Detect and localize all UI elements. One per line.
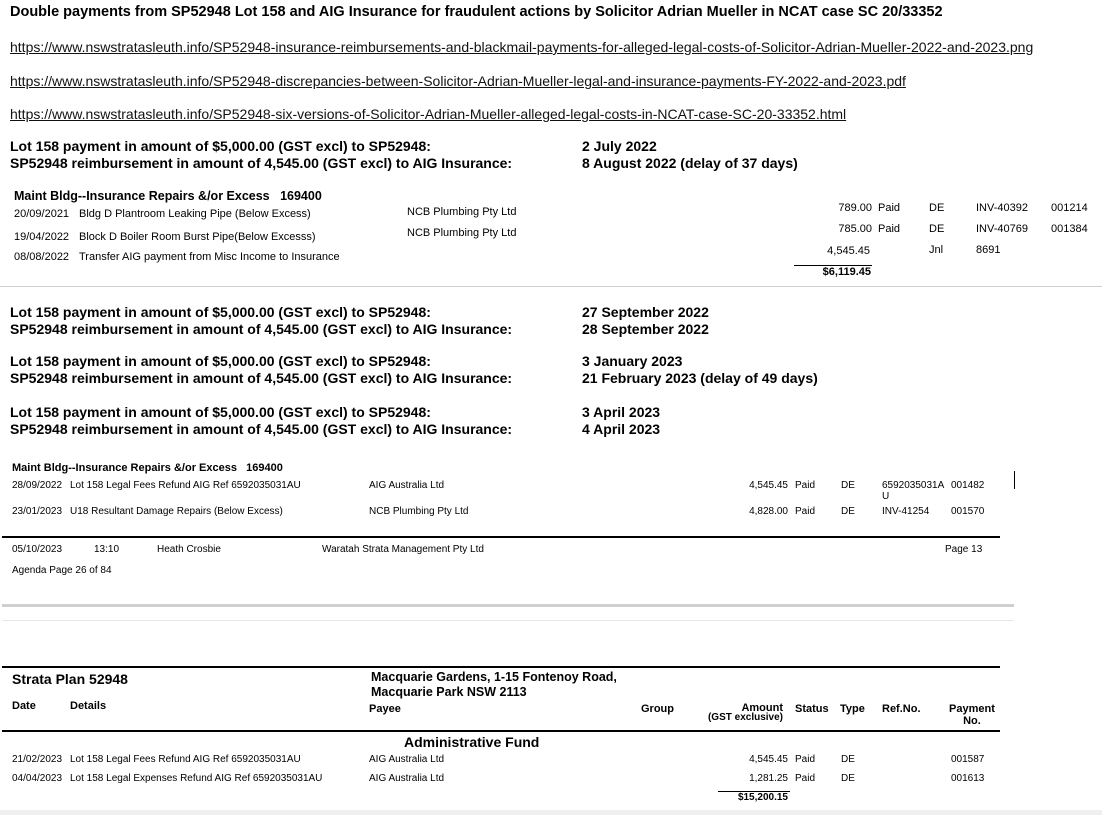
report-row1-date: 21/02/2023 [12, 754, 63, 765]
ledger1-row1-payee: NCB Plumbing Pty Ltd [407, 206, 517, 218]
footer-company: Waratah Strata Management Pty Ltd [322, 544, 484, 555]
report-row2-date: 04/04/2023 [12, 773, 63, 784]
footer-page: Page 13 [945, 544, 983, 555]
payment-date: 21 February 2023 (delay of 49 days) [582, 370, 818, 386]
col-details: Details [70, 700, 107, 712]
ledger2-row1-date: 28/09/2022 [12, 480, 63, 491]
payment-dates-3 [582, 353, 818, 387]
report-row1-type: DE [841, 754, 855, 765]
payment-block-2 [10, 304, 512, 338]
ledger2-row2-details: U18 Resultant Damage Repairs (Below Excess) [70, 506, 283, 517]
ledger1-row2-date: 19/04/2022 [14, 231, 70, 243]
ledger1-row1-status: Paid [878, 202, 901, 214]
col-date: Date [12, 700, 36, 712]
col-amount: Amount (GST exclusive) [707, 702, 783, 723]
ledger2-row2-ref: INV-41254 [882, 506, 930, 517]
report-row1-details: Lot 158 Legal Fees Refund AIG Ref 6592035031AU [70, 754, 301, 765]
page-title: Double payments from SP52948 Lot 158 and AIG Insurance for fraudulent actions by Solicitor Adrian Mueller in NCAT case SC 20/33352 [10, 4, 943, 20]
col-status: Status [795, 703, 829, 715]
strata-plan: Strata Plan 52948 [12, 671, 128, 687]
ledger1-row3-date: 08/08/2022 [14, 251, 70, 263]
ledger2-row1-ref: 6592035031A [882, 480, 945, 491]
ledger1-row3-amount: 4,545.45 [827, 245, 870, 257]
ledger2-header: Maint Bldg--Insurance Repairs &/or Excess 169400 [12, 462, 283, 474]
ledger2-row1-details: Lot 158 Legal Fees Refund AIG Ref 6592035031AU [70, 480, 301, 491]
ledger2-row1-payee: AIG Australia Ltd [369, 480, 445, 491]
ledger1-row1-amount: 789.00 [838, 202, 872, 214]
report-row2-payee: AIG Australia Ltd [369, 773, 445, 784]
report-header-rule [2, 730, 1000, 732]
ledger2-row1-amount: 4,545.45 [749, 480, 788, 491]
payment-line: SP52948 reimbursement in amount of 4,545.00 (GST excl) to AIG Insurance: [10, 155, 513, 171]
ledger1-row1-date: 20/09/2021 [14, 208, 70, 220]
page-break [2, 604, 1014, 607]
footer-time: 13:10 [94, 544, 120, 555]
link-six-versions[interactable]: https://www.nswstratasleuth.info/SP52948-six-versions-of-Solicitor-Adrian-Mueller-alleged-legal-costs-in-NCAT-case-SC-20-33352.html [10, 106, 847, 122]
payment-date: 27 September 2022 [582, 304, 709, 320]
col-type: Type [840, 703, 865, 715]
footer-agenda: Agenda Page 26 of 84 [12, 565, 112, 576]
report-row2-amount: 1,281.25 [749, 773, 788, 784]
page-break-light [2, 620, 1014, 621]
ledger1-row3-ref: 8691 [976, 244, 1001, 256]
ledger1-row1-payment: 001214 [1051, 202, 1088, 214]
report-row2-details: Lot 158 Legal Expenses Refund AIG Ref 6592035031AU [70, 773, 323, 784]
ledger1-row2-details: Block D Boiler Room Burst Pipe(Below Excesss) [79, 231, 316, 243]
divider [0, 286, 1102, 287]
ledger1-row2-amount: 785.00 [838, 223, 872, 235]
address [371, 670, 617, 700]
ledger1-row1-type: DE [929, 202, 945, 214]
footer-date: 05/10/2023 [12, 544, 63, 555]
payment-block-3 [10, 353, 512, 387]
ledger2-row2-payment: 001570 [951, 506, 985, 517]
payment-line: Lot 158 payment in amount of $5,000.00 (GST excl) to SP52948: [10, 304, 431, 320]
ledger2-row2-type: DE [841, 506, 855, 517]
col-payee: Payee [369, 703, 401, 715]
payment-date: 4 April 2023 [582, 421, 661, 437]
payment-date: 2 July 2022 [582, 138, 657, 154]
ledger2-row1-ref2: U [882, 491, 890, 502]
ledger2-row1-payment: 001482 [951, 480, 985, 491]
ledger1-row3-details: Transfer AIG payment from Misc Income to Insurance [79, 251, 340, 263]
payment-block-4 [10, 404, 512, 438]
ledger1-row2-payment: 001384 [1051, 223, 1088, 235]
payment-line: SP52948 reimbursement in amount of 4,545.00 (GST excl) to AIG Insurance: [10, 421, 513, 437]
address-line-2: Macquarie Park NSW 2113 [371, 685, 527, 699]
report-total: $15,200.15 [737, 792, 788, 803]
ledger1-row2-payee: NCB Plumbing Pty Ltd [407, 227, 517, 239]
report-top-rule [2, 666, 1000, 668]
payment-date: 3 April 2023 [582, 404, 661, 420]
report-row2-type: DE [841, 773, 855, 784]
ledger2-row1-type: DE [841, 480, 855, 491]
col-payment: Payment No. [949, 703, 995, 727]
report-row1-amount: 4,545.45 [749, 754, 788, 765]
payment-date: 28 September 2022 [582, 321, 709, 337]
bottom-edge [0, 810, 1102, 815]
payment-line: SP52948 reimbursement in amount of 4,545.00 (GST excl) to AIG Insurance: [10, 370, 513, 386]
ledger2-row2-status: Paid [795, 506, 816, 517]
report-row2-payment: 001613 [951, 773, 985, 784]
payment-line: Lot 158 payment in amount of $5,000.00 (GST excl) to SP52948: [10, 404, 431, 420]
payment-dates-4 [582, 404, 660, 438]
text-cursor [1014, 471, 1015, 489]
payment-date: 3 January 2023 [582, 353, 683, 369]
ledger1-header: Maint Bldg--Insurance Repairs &/or Excess 169400 [14, 189, 322, 203]
ledger1-total: $6,119.45 [822, 266, 871, 278]
report-row1-payment: 001587 [951, 754, 985, 765]
report-row2-status: Paid [795, 773, 816, 784]
ledger2-row1-status: Paid [795, 480, 816, 491]
payment-line: Lot 158 payment in amount of $5,000.00 (GST excl) to SP52948: [10, 138, 431, 154]
col-ref: Ref.No. [882, 703, 921, 715]
report-row1-payee: AIG Australia Ltd [369, 754, 445, 765]
link-discrepancies[interactable]: https://www.nswstratasleuth.info/SP52948-discrepancies-between-Solicitor-Adrian-Mueller-legal-and-insurance-payments-FY-2022-and-2023.pdf [10, 73, 906, 89]
report-row1-status: Paid [795, 754, 816, 765]
ledger1-row2-type: DE [929, 223, 945, 235]
payment-date: 8 August 2022 (delay of 37 days) [582, 155, 798, 171]
ledger1-row1-details: Bldg D Plantroom Leaking Pipe (Below Excess) [79, 208, 311, 220]
ledger2-row2-date: 23/01/2023 [12, 506, 63, 517]
ledger2-row2-payee: NCB Plumbing Pty Ltd [369, 506, 469, 517]
payment-dates-2 [582, 304, 709, 338]
col-group: Group [641, 703, 674, 715]
ledger1-row1-ref: INV-40392 [976, 202, 1028, 214]
ledger1-row2-status: Paid [878, 223, 901, 235]
payment-line: Lot 158 payment in amount of $5,000.00 (GST excl) to SP52948: [10, 353, 431, 369]
footer-rule [2, 536, 1000, 538]
payment-dates-1 [582, 138, 798, 172]
address-line-1: Macquarie Gardens, 1-15 Fontenoy Road, [371, 670, 617, 684]
payment-line: SP52948 reimbursement in amount of 4,545.00 (GST excl) to AIG Insurance: [10, 321, 513, 337]
ledger2-row2-amount: 4,828.00 [749, 506, 788, 517]
link-insurance-reimbursements[interactable]: https://www.nswstratasleuth.info/SP52948-insurance-reimbursements-and-blackmail-payments-for-alleged-legal-costs-of-Solicitor-Adrian-Mueller-2022-and-2023.png [10, 39, 1034, 55]
payment-block-1 [10, 138, 512, 172]
fund-title: Administrative Fund [404, 734, 540, 750]
footer-user: Heath Crosbie [157, 544, 221, 555]
ledger1-row2-ref: INV-40769 [976, 223, 1028, 235]
ledger1-row3-type: Jnl [929, 244, 944, 256]
